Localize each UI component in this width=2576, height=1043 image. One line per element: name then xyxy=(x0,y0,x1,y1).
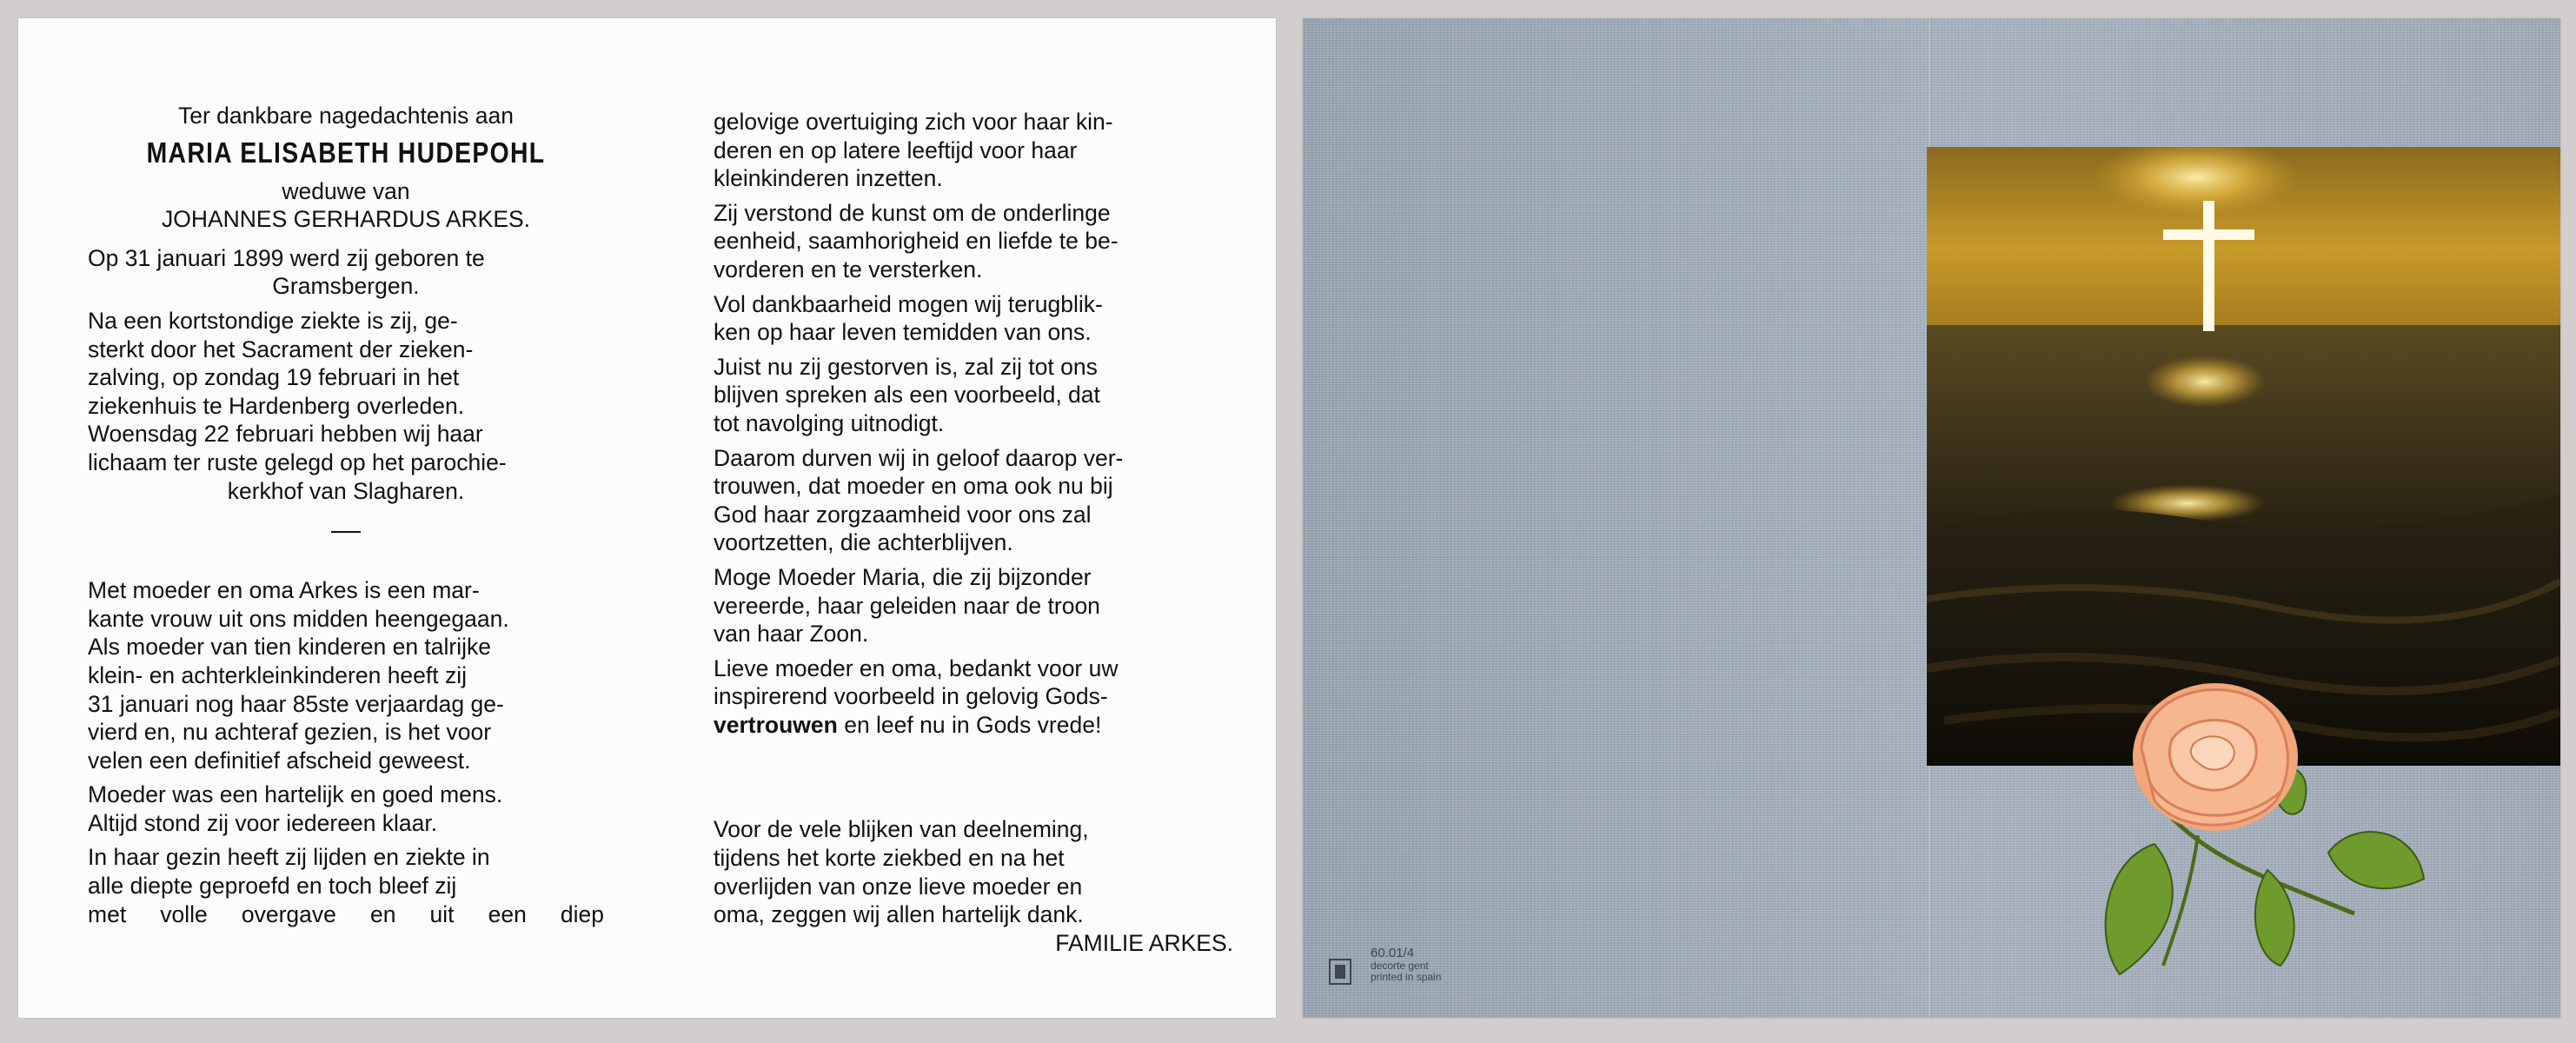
left-column xyxy=(88,102,604,928)
printer-mark xyxy=(1329,947,1503,999)
printer-name: decorte gent xyxy=(1371,960,1429,972)
text-line: kleinkinderen inzetten. xyxy=(714,165,943,192)
separator-dash xyxy=(331,531,361,533)
intro-line: Ter dankbare nagedachtenis aan xyxy=(177,103,514,129)
right-column xyxy=(714,108,1233,957)
text-fragment: en leef nu in Gods vrede! xyxy=(837,711,1102,738)
text-line: ken op haar leven temidden van ons. xyxy=(714,319,1092,346)
text-line: Vol dankbaarheid mogen wij terugblik- xyxy=(714,290,1103,317)
inside-sheet xyxy=(18,18,1276,1018)
cover-sheet xyxy=(1303,18,2560,1018)
right-paragraph-4 xyxy=(714,353,1233,438)
right-paragraph-2 xyxy=(714,199,1233,284)
thanks-paragraph xyxy=(714,815,1233,957)
text-line: voortzetten, die achterblijven. xyxy=(714,529,1013,556)
memorial-paragraph-1 xyxy=(88,576,604,774)
text-line xyxy=(714,711,1233,740)
widow-of-line: weduwe van xyxy=(282,177,410,204)
text-line: van haar Zoon. xyxy=(714,621,869,648)
text-line: Juist nu zij gestorven is, zal zij tot ons xyxy=(714,353,1098,380)
right-paragraph-7 xyxy=(714,654,1233,740)
text-line: Altijd stond zij voor iedereen klaar. xyxy=(88,809,438,836)
text-line: In haar gezin heeft zij lijden en ziekte in xyxy=(88,844,490,871)
bold-word: vertrouwen xyxy=(714,711,838,738)
memorial-paragraph-2 xyxy=(88,781,604,837)
right-paragraph-1 xyxy=(714,108,1233,193)
text-line: God haar zorgzaamheid voor ons zal xyxy=(714,501,1092,528)
text-line: Moeder was een hartelijk en goed mens. xyxy=(88,781,503,808)
text-line: vierd en, nu achteraf gezien, is het voor xyxy=(88,719,492,746)
text-line: overlijden van onze lieve moeder en xyxy=(714,873,1083,900)
text-line: Als moeder van tien kinderen en talrijke xyxy=(88,634,491,661)
text-line: kante vrouw uit ons midden heengegaan. xyxy=(88,605,509,632)
right-paragraph-5 xyxy=(714,444,1233,557)
text-line: 31 januari nog haar 85ste verjaardag ge- xyxy=(88,690,504,717)
text-line: tot navolging uitnodigt. xyxy=(714,409,945,436)
text-line: Voor de vele blijken van deelneming, xyxy=(714,816,1089,843)
text-line: Lieve moeder en oma, bedankt voor uw xyxy=(714,654,1119,681)
text-line: eenheid, saamhorigheid en liefde te be- xyxy=(714,228,1119,255)
right-paragraph-6 xyxy=(714,563,1233,648)
sunset-photo xyxy=(1927,147,2560,766)
death-paragraph xyxy=(88,307,604,505)
rose-icon xyxy=(2068,679,2433,992)
text-line: klein- en achterkleinkinderen heeft zij xyxy=(88,661,468,688)
printer-logo-icon xyxy=(1329,959,1351,985)
deceased-name: MARIA ELISABETH HUDEPOHL xyxy=(146,136,546,169)
text-line: zalving, op zondag 19 februari in het xyxy=(88,364,460,391)
birth-line-1: Op 31 januari 1899 werd zij geboren te xyxy=(88,244,485,271)
text-line: sterkt door het Sacrament der zieken- xyxy=(88,335,474,362)
text-line: ziekenhuis te Hardenberg overleden. xyxy=(88,392,465,419)
text-line: oma, zeggen wij allen hartelijk dank. xyxy=(714,901,1084,928)
text-line: lichaam ter ruste gelegd op het parochie- xyxy=(88,448,507,475)
printer-code: 60.01/4 xyxy=(1371,946,1415,960)
text-line: Daarom durven wij in geloof daarop ver- xyxy=(714,444,1124,471)
text-line: Moge Moeder Maria, die zij bijzonder xyxy=(714,563,1092,590)
text-line: Woensdag 22 februari hebben wij haar xyxy=(88,421,483,448)
text-line: trouwen, dat moeder en oma ook nu bij xyxy=(714,473,1113,500)
text-line: Zij verstond de kunst om de onderlinge xyxy=(714,199,1111,226)
text-line: blijven spreken als een voorbeeld, dat xyxy=(714,382,1100,409)
text-line: velen een definitief afscheid geweest. xyxy=(88,747,471,774)
husband-name: JOHANNES GERHARDUS ARKES. xyxy=(161,206,531,233)
right-paragraph-3 xyxy=(714,290,1233,347)
printer-lines xyxy=(1371,960,1441,983)
text-line: gelovige overtuiging zich voor haar kin- xyxy=(714,109,1113,135)
text-line: deren en op latere leeftijd voor haar xyxy=(714,136,1078,163)
text-line: inspirerend voorbeeld in gelovig Gods- xyxy=(714,683,1108,710)
sunset-sea-image xyxy=(1927,147,2560,766)
text-line: Na een kortstondige ziekte is zij, ge- xyxy=(88,307,458,334)
text-line: met volle overgave en uit een diep xyxy=(88,900,604,927)
text-line: Met moeder en oma Arkes is een mar- xyxy=(88,577,480,604)
text-line: alle diepte geproefd en toch bleef zij xyxy=(88,873,457,900)
text-line: vereerde, haar geleiden naar de troon xyxy=(714,592,1100,619)
memorial-paragraph-3 xyxy=(88,843,604,928)
family-signature: FAMILIE ARKES. xyxy=(1055,929,1233,956)
printer-country: printed in spain xyxy=(1371,971,1442,983)
text-line: tijdens het korte ziekbed en na het xyxy=(714,845,1065,872)
text-line: kerkhof van Slagharen. xyxy=(227,477,465,504)
birth-line-2: Gramsbergen. xyxy=(272,273,420,300)
text-line: vorderen en te versterken. xyxy=(714,256,983,282)
